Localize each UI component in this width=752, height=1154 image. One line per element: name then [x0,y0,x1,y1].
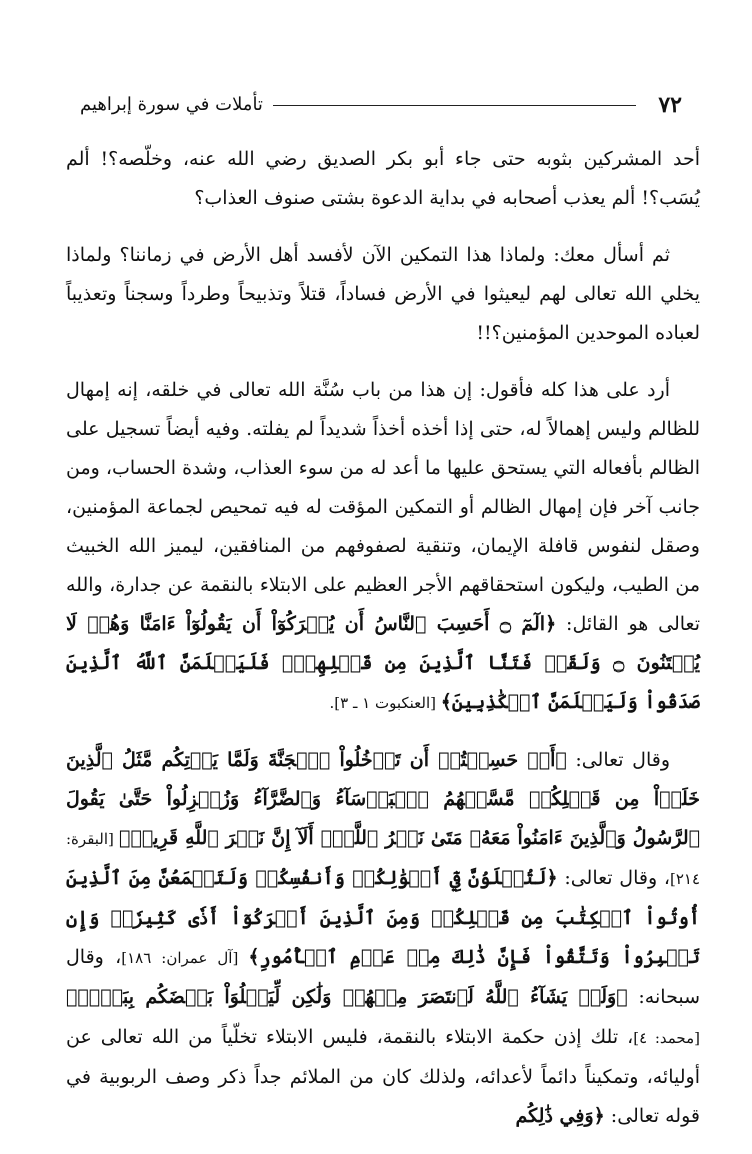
paragraph-text: ، تلك إذن حكمة الابتلاء بالنقمة، فليس الابتلاء تخلّياً من الله تعالى عن أوليائه، وتمكيناً دائماً لأعدائه، ولذلك كان من الملائم جداً ذكر وصف الربوبية في قوله تعالى: [66,1026,700,1127]
paragraph [66,741,700,1136]
page-header [80,88,682,122]
paragraph [66,371,700,723]
quran-verse: ﴿وَلَوۡ يَشَآءُ ٱللَّهُ لَٱنتَصَرَ مِنۡهُمۡ وَلَٰكِن لِّيَبۡلُوَاْ بَعۡضَكُم بِبَعۡضٖ﴾ [66,986,628,1008]
paragraph-text: أحد المشركين بثوبه حتى جاء أبو بكر الصديق رضي الله عنه، وخلّصه؟! ألم يُسَب؟! ألم يعذب أصحابه في بداية الدعوة بشتى صنوف العذاب؟ [66,148,700,209]
verse-citation: [العنكبوت ١ ـ ٣]. [329,694,441,712]
page-number: ٧٢ [658,92,682,118]
body-text [66,140,700,1154]
verse-citation: [البقرة: ٢١٤] [66,830,700,888]
verse-citation: [آل عمران: ١٨٦] [121,949,249,967]
quran-verse: ﴿لَتُبۡلَوُنَّ فِيٓ أَمۡوَٰلِكُمۡ وَأَنفُسِكُمۡ وَلَتَسۡمَعُنَّ مِنَ ٱلَّذِينَ أُوتُواْ ٱلۡكِتَٰبَ مِن قَبۡلِكُمۡ وَمِنَ ٱلَّذِينَ أَشۡرَكُوٓاْ أَذٗى كَثِيرٗاۚ وَإِن تَصۡبِرُواْ وَتَتَّقُواْ فَإِنَّ ذَٰلِكَ مِنۡ عَزۡمِ ٱلۡأُمُورِ﴾ [66,867,701,968]
paragraph-text: وقال تعالى: [566,749,670,771]
paragraph-text: ثم أسأل معك: ولماذا هذا التمكين الآن لأفسد أهل الأرض في زماننا؟ ولماذا يخلي الله تعالى لهم ليعيثوا في الأرض فساداً، قتلاً وتذبيحاً وطرداً وسجناً وتعذيباً لعباده الموحدين المؤمنين؟!! [66,244,700,344]
verse-citation: [محمد: ٤] [633,1029,700,1047]
quran-verse: ﴿وَفِي ذَٰلِكُم [515,1105,605,1127]
quran-verse: ﴿الٓمٓ ۝ أَحَسِبَ ٱلنَّاسُ أَن يُتۡرَكُوٓاْ أَن يَقُولُوٓاْ ءَامَنَّا وَهُمۡ لَا يُفۡتَنُونَ ۝ وَلَقَدۡ فَتَنَّا ٱلَّذِينَ مِن قَبۡلِهِمۡۖ فَلَيَعۡلَمَنَّ ٱللَّهُ ٱلَّذِينَ صَدَقُواْ وَلَيَعۡلَمَنَّ ٱلۡكَٰذِبِينَ﴾ [66,613,700,713]
paragraph [66,140,700,218]
paragraph-text: أرد على هذا كله فأقول: إن هذا من باب سُنَّة الله تعالى في خلقه، إنه إمهال للظالم وليس إهمالاً له، حتى إذا أخذه أخذاً شديداً لم يفلته. وفيه أيضاً تسجيل على الظالم بأفعاله التي يستحق عليها ما أعد له من سوء العذاب، وشدة الحساب، ومن جانب آخر فإن إمهال الظالم أو التمكين المؤقت له فيه تمحيص لجماعة المؤمنين، وصقل لنفوس قافلة الإيمان، وتنقية لصفوفهم من المنافقين، ليميز الله الخبيث من الطيب، وليكون استحقاقهم الأجر العظيم على الابتلاء بالنقمة عن جدارة، والله تعالى هو القائل: [66,379,700,635]
paragraph [66,236,700,353]
header-rule [273,105,636,106]
paragraph-text: ، وقال تعالى: [557,867,670,889]
running-title: تأملات في سورة إبراهيم [80,94,263,115]
paragraph-text: ، وقال سبحانه: [66,946,700,1008]
quran-verse: ﴿أَمۡ حَسِبۡتُمۡ أَن تَدۡخُلُواْ ٱلۡجَنَّةَ وَلَمَّا يَأۡتِكُم مَّثَلُ ٱلَّذِينَ خَلَوۡاْ مِن قَبۡلِكُمۖ مَّسَّتۡهُمُ ٱلۡبَأۡسَآءُ وَٱلضَّرَّآءُ وَزُلۡزِلُواْ حَتَّىٰ يَقُولَ ٱلرَّسُولُ وَٱلَّذِينَ ءَامَنُواْ مَعَهُۥ مَتَىٰ نَصۡرُ ٱللَّهِۗ أَلَآ إِنَّ نَصۡرَ ٱللَّهِ قَرِيبٞ﴾ [66,749,701,849]
